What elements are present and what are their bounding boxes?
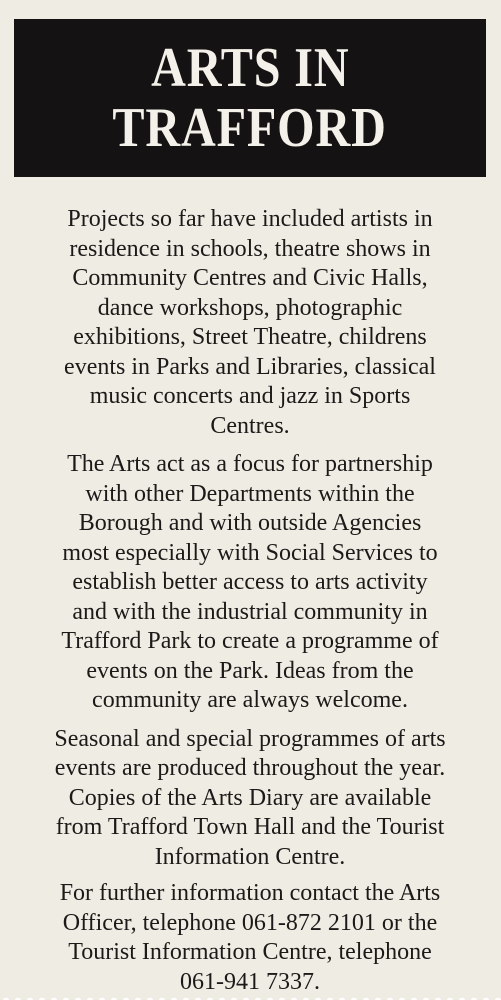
text-line: Officer, telephone 061-872 2101 or the: [62, 909, 438, 936]
text-line: establish better access to arts activity: [72, 569, 428, 595]
perforated-edge: [0, 994, 501, 1000]
text-line: and with the industrial community in: [72, 598, 428, 625]
text-line: events in Parks and Libraries, classical: [64, 353, 436, 380]
paragraph-partnership: [14, 450, 486, 716]
paragraph-programmes: [14, 725, 486, 873]
text-line: events are produced throughout the year.: [54, 755, 446, 781]
text-line: Copies of the Arts Diary are available: [68, 784, 432, 811]
text-line: Community Centres and Civic Halls,: [72, 265, 428, 291]
body-text: [14, 205, 486, 997]
text-line: Information Centre.: [154, 843, 346, 870]
paragraph-contact: [14, 879, 486, 997]
text-line: For further information contact the Arts: [59, 880, 441, 906]
paragraph-projects: [14, 205, 486, 441]
text-line: with other Departments within the: [85, 480, 415, 507]
text-line: Projects so far have included artists in: [67, 206, 433, 232]
text-line: The Arts act as a focus for partnership: [67, 451, 433, 477]
text-line: Seasonal and special programmes of arts: [54, 725, 446, 752]
text-line: Centres.: [210, 412, 290, 439]
title-line-2: TRAFFORD: [112, 97, 388, 159]
text-line: Tourist Information Centre, telephone: [68, 939, 432, 965]
text-line: from Trafford Town Hall and the Tourist: [55, 814, 445, 840]
text-line: music concerts and jazz in Sports: [89, 383, 411, 409]
text-line: most especially with Social Services to: [62, 539, 438, 566]
text-line: Trafford Park to create a programme of: [61, 628, 439, 654]
text-line: Borough and with outside Agencies: [78, 510, 422, 536]
text-line: residence in schools, theatre shows in: [69, 235, 431, 262]
text-line: 061-941 7337.: [180, 968, 320, 995]
text-line: dance workshops, photographic: [97, 294, 403, 321]
title-banner: [14, 19, 486, 177]
text-line: community are always welcome.: [92, 687, 408, 713]
title-line-1: ARTS IN: [150, 37, 350, 99]
text-line: events on the Park. Ideas from the: [86, 657, 414, 684]
text-line: exhibitions, Street Theatre, childrens: [73, 324, 427, 350]
